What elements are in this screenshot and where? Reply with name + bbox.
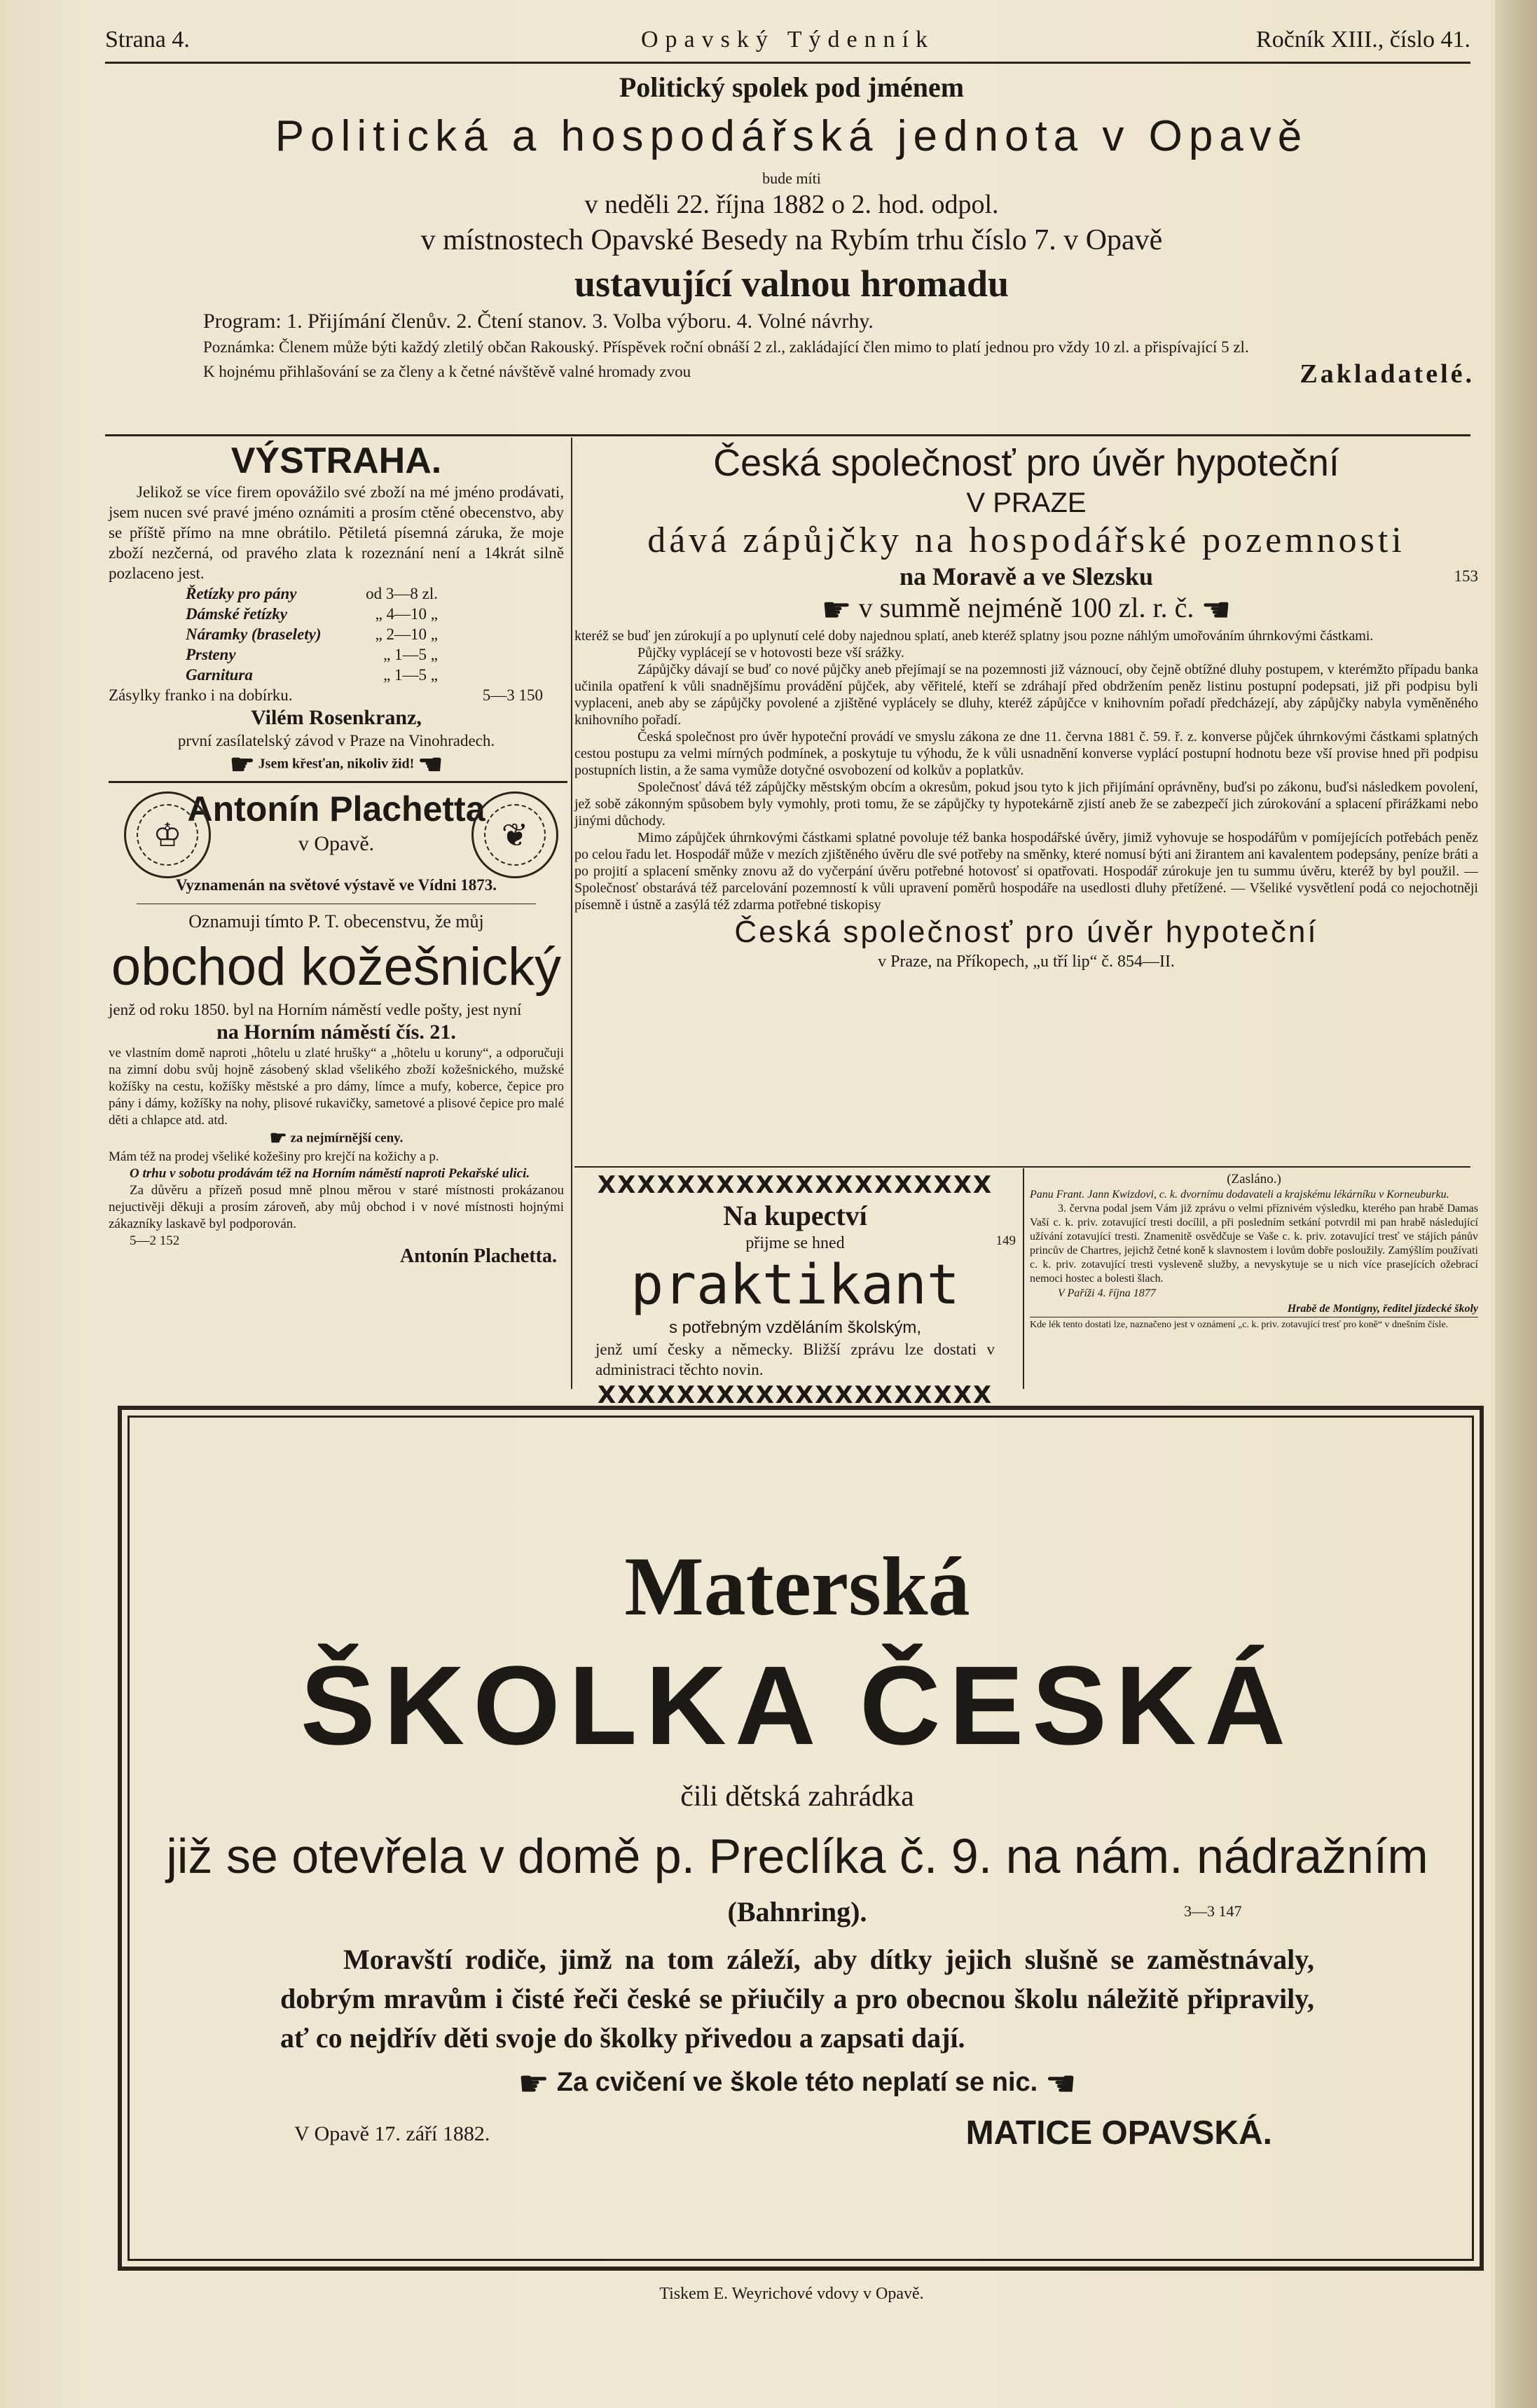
section-rule — [574, 1166, 1470, 1168]
pointing-hand-left-icon: ☚ — [1201, 591, 1232, 629]
shipping-line: Zásylky franko i na dobírku. 5—3 150 — [109, 686, 543, 704]
warning-motto: ☛ Jsem křesťan, nikoliv žid! ☚ — [229, 749, 443, 780]
price-item: Dámské řetízky „ 4—10 „ — [186, 605, 438, 623]
furrier-market: O trhu v sobotu prodávám též na Horním náměstí naproti Pekařské ulici. — [130, 1166, 530, 1181]
furrier-address: na Horním náměstí čís. 21. — [216, 1020, 456, 1044]
price-item: Garnitura „ 1—5 „ — [186, 666, 438, 684]
apprentice-title: Na kupectví — [723, 1200, 867, 1231]
meeting-date: v neděli 22. října 1882 o 2. hod. odpol. — [584, 190, 999, 219]
bank-city: V PRAZE — [966, 487, 1087, 518]
warning-ad — [109, 440, 564, 779]
bank-signature-address: v Praze, na Příkopech, „u tří lip“ č. 854—II. — [878, 952, 1175, 971]
apprentice-accept: přijme se hned — [745, 1234, 845, 1252]
section-rule — [105, 434, 1470, 436]
furrier-thanks: Za důvěru a přízeň posud mně plnou měrou v staré místnosti prokázanou nejuctivěji děkuji a prosím zároveň, aby můj obchod i v nové místnosti hojnými zákazníky laskavě byl podporován. — [109, 1183, 564, 1231]
warning-merchant-name: Vilém Rosenkranz, — [251, 706, 422, 729]
price-item: Prsteny „ 1—5 „ — [186, 646, 438, 663]
furrier-prices: ☛ za nejmírnější ceny. — [269, 1128, 404, 1149]
bank-paragraph: Půjčky vyplácejí se v hotovosti beze vší srážky. — [637, 644, 904, 660]
bank-paragraph: Společnosť dává též zápůjčky městským obcím a okresům, pokud jsou tyto k jich přijímání oprávněny, buďsi po zákonu, buďsi následkem povolení, jež sobě zákonným spůsobem byly vymohly, proti tomu, že se zápůjčky ty hypotekárně zjistí aneb že se zabezpečí jich zúrokování a splacení přirážkami nebo jinými důchody. — [574, 779, 1478, 829]
bank-paragraph: Zápůjčky dávají se buď co nové půjčky aneb přejímají se na pozemnosti již váznoucí, oby čejně obtížné dluhy postupem, v kterémžto případu banka učinila opatření k vůli snadnějšímu provádění půjček, aby věřitelé, kteří se zdráhají před obdržením peněz listinu postupní podepsati, již při podpisu byli vyplaceni, aneb aby se zápůjčky povolené a zjištěné vyplácely se dluhy, kteréž zápůjčce v knihovním pořadí předcházejí, aby zápůjčky nabyla vyměněného knihovního pořadí. — [574, 661, 1478, 728]
medal-icon: ❦ — [471, 791, 558, 878]
printer-imprint: Tiskem E. Weyrichové vdovy v Opavě. — [659, 2285, 924, 2303]
meeting-invite: K hojnému přihlašování se za členy a k četné návštěvě valné hromady zvou — [203, 363, 691, 380]
apprentice-ad — [574, 1171, 1016, 1411]
furrier-signature: Antonín Plachetta. — [400, 1245, 557, 1267]
bank-paragraph: Česká společnost pro úvěr hypoteční provádí ve smyslu zákona ze dne 11. června 1881 č. 59. ř. z. konverse půjček úhrnkovými částkami splatných cestou postupu za velmi mírných podmínek, a poskytuje tu výhodu, že k vůli usnadnění konverse vyplácí postupní hodnotu beze vší provise hned při podpisu postupních listin, a že sama vymůže dotyčné osvobození od kolkův a poplatkův. — [574, 728, 1478, 778]
section-rule — [109, 781, 567, 783]
furrier-name: Antonín Plachetta — [187, 789, 485, 829]
kindergarten-subtitle: čili dětská zahrádka — [680, 1780, 914, 1813]
meeting-place: v místnostech Opavské Besedy na Rybím trhu číslo 7. v Opavě — [420, 224, 1163, 256]
apprentice-code: 149 — [995, 1233, 1016, 1248]
page-number: Strana 4. — [105, 27, 190, 53]
bank-signature-title: Česká společnosť pro úvěr hypoteční — [734, 914, 1318, 949]
apprentice-body: jenž umí česky a německy. Bližší zprávu lze dostati v administraci těchto novin. — [595, 1341, 995, 1378]
warning-firm: první zasílatelský závod v Praze na Vinohradech. — [177, 732, 495, 749]
testimonial-body: 3. června podal jsem Vám již zprávu o velmi příznivém výsledku, kterého pan hrabě Damas Vaší c. k. priv. zotavující tresti docílil, a při posledním setkání potvrdil mi pan hrabě následující užívání zotavující tresti. Znamenitě osvědčuje se Vaše c. k. priv. zotavující tresť ve stájích pánův princův de Chartres, jejichž četné koně k slavnostem i lovům dobře posloužily. Zamýšlím používati c. k. priv. zotavující tresti vysleveně služby, a nevyskytuje se u nich více prasejících ožebrací nemoci hostec a bolesti šlach. — [1030, 1203, 1478, 1285]
furrier-intro: Oznamuji tímto P. T. obecenstvu, že můj — [188, 911, 484, 932]
price-item: Náramky (braselety) „ 2—10 „ — [186, 625, 438, 643]
column-divider — [571, 438, 572, 1389]
kindergarten-title: ŠKOLKA ČESKÁ — [300, 1642, 1295, 1768]
furrier-city: v Opavě. — [298, 832, 375, 855]
bank-region: na Moravě a ve Slezsku — [900, 562, 1153, 590]
meeting-organization: Politická a hospodářská jednota v Opavě — [275, 112, 1309, 160]
furrier-ad — [109, 786, 564, 1268]
warning-title: VÝSTRAHA. — [230, 441, 442, 481]
bank-offer: dává zápůjčky na hospodářské pozemnosti — [647, 520, 1405, 560]
apprentice-role: praktikant — [630, 1254, 960, 1317]
kindergarten-location: již se otevřela v domě p. Preclíka č. 9. na nám. nádražním — [166, 1829, 1428, 1883]
kindergarten-street: (Bahnring). — [727, 1896, 867, 1928]
bank-paragraph: kteréž se buď jen zúrokují a po uplynutí celé doby najednou splatí, aneb kteréž splatny jsou pozne náhlým umořováním úhrnkovými částkami. — [574, 628, 1374, 644]
pointing-hand-right-icon: ☛ — [821, 591, 852, 629]
ornament-border: XXXXXXXXXXXXXXXXXXXX — [597, 1171, 993, 1199]
testimonial-signature: Hrabě de Montigny, ředitel jízdecké školy — [1287, 1303, 1478, 1315]
bank-title: Česká společnosť pro úvěr hypoteční — [713, 442, 1339, 484]
apprentice-requirement: s potřebným vzděláním školským, — [668, 1318, 922, 1337]
furrier-body: ve vlastním domě naproti „hôtelu u zlaté hrušky“ a „hôtelu u koruny“, a odporučuji na zimní dobu svůj hojně zásobený sklad všelikého zboží kožešnického, mužské kožíšky na cestu, kožíšky městské a pro dámy, límce a mufy, koberce, čepice pro pány i dámy, kožíšky na nohy, plisové rukavičky, sametové a plisové čepice pro malé děti a chlapce atd. atd. — [109, 1046, 564, 1128]
price-list — [109, 583, 438, 685]
kindergarten-date: V Opavě 17. září 1882. — [294, 2122, 490, 2145]
header-rule — [105, 62, 1470, 64]
meeting-society-line: Politický spolek pod jménem — [619, 71, 965, 103]
furrier-since: jenž od roku 1850. byl na Horním náměstí vedle pošty, jest nyní — [109, 1001, 522, 1018]
pointing-hand-right-icon: ☛ — [269, 1128, 287, 1149]
testimonial-head: (Zasláno.) — [1227, 1172, 1281, 1186]
furrier-sale: Mám též na prodej všeliké kožešiny pro krejčí na kožichy a p. — [109, 1149, 439, 1164]
pointing-hand-left-icon: ☚ — [418, 749, 443, 780]
meeting-signature: Zakladatelé. — [1300, 359, 1475, 389]
medal-icon: ♔ — [124, 791, 211, 878]
kindergarten-body: Moravští rodiče, jimž na tom záleží, aby dítky jejich slušně se zaměstnávaly, dobrým mravům i čisté řeči české se přiučily a pro obecnou školu náležitě připravily, ať co nejdřív děti svoje do školky přivedou a zapsati dají. — [280, 1944, 1314, 2054]
kindergarten-free-line: ☛ Za cvičení ve škole této neplatí se nic. ☚ — [518, 2063, 1077, 2103]
kindergarten-code: 3—3 147 — [1184, 1902, 1242, 1920]
page-edge-shadow — [1495, 0, 1537, 2408]
volume-number: Ročník XIII., číslo 41. — [1256, 27, 1470, 53]
bank-code: 153 — [1454, 567, 1478, 585]
bank-amount-line: ☛ v summě nejméně 100 zl. r. č. ☚ — [821, 591, 1232, 629]
meeting-event: ustavující valnou hromadu — [574, 263, 1009, 305]
pointing-hand-right-icon: ☛ — [229, 749, 255, 780]
warning-body: Jelikož se více firem opovážilo své zboží na mé jméno prodávati, jsem nucen své pravé jméno oznámiti a prosím ctěné obecenstvo, aby se příště přímo na mne obrátilo. Pětiletá písemná záruka, že moje zboží nezčerná, od pravého zlata k rozeznání není a 14krát silně pozlaceno jest. — [109, 483, 564, 582]
kindergarten-ad — [133, 1422, 1461, 2163]
meeting-note: Poznámka: Členem může býti každý zletilý občan Rakouský. Příspěvek roční obnáší 2 zl., zakládající člen mimo to platí jednou pro vždy 10 zl. a přispívající 5 zl. — [203, 338, 1249, 356]
column-divider — [1023, 1168, 1024, 1389]
kindergarten-heading: Materská — [624, 1539, 970, 1633]
furrier-award: Vyznamenán na světové výstavě ve Vídni 1873. — [175, 876, 497, 894]
testimonial-footer: Kde lék tento dostati lze, naznačeno jest v oznámení „c. k. priv. zotavující tresť pro koně“ v dnešním čísle. — [1030, 1317, 1478, 1331]
testimonial-date: V Paříži 4. října 1877 — [1058, 1287, 1156, 1299]
testimonial — [1030, 1171, 1478, 1331]
meeting-program: Program: 1. Přijímání členův. 2. Čtení stanov. 3. Volba výboru. 4. Volné návrhy. — [203, 310, 874, 333]
meeting-notice — [105, 70, 1478, 387]
running-header — [105, 27, 1470, 62]
bank-ad — [574, 440, 1478, 972]
pointing-hand-left-icon: ☚ — [1045, 2063, 1077, 2103]
newspaper-title: Opavský Týdenník — [640, 27, 935, 53]
kindergarten-signature: MATICE OPAVSKÁ. — [965, 2115, 1272, 2152]
price-item: Řetízky pro pány od 3—8 zl. — [186, 585, 438, 602]
testimonial-recipient: Panu Frant. Jann Kwizdovi, c. k. dvornímu dodavateli a krajskému lékárníku v Korneuburku. — [1030, 1189, 1449, 1200]
furrier-code: 5—2 152 — [130, 1233, 180, 1248]
bank-paragraph: Mimo zápůjček úhrnkovými částkami splatné povoluje též banka hospodářské úvěry, jimiž vyhovuje se hospodářům v pomíjejících potřebách peněz po celou řadu let. Hospodář může v mezích zjištěného úvěru dle své potřeby na směnky, které nomusí býti ani žirantem ani kavalentem podepsány, peníze bráti a po projití a splacení směnky znovu až do vyčerpání úvěru potřebné hotovosť si opatřovati. Hospodář zúrokuje jen tu summu úvěru, kteréž by byl použil. — Společnosť obstarává též parcelování pozemností k vůli upravení poměrů hospodáře na usedlosti dluhy přetížené. — Všeliké vysvětlení podá co nejochotněji písemně i ústně a zasýlá též zdarma potřebné tiskopisy — [574, 829, 1478, 913]
pointing-hand-right-icon: ☛ — [518, 2063, 550, 2103]
furrier-trade: obchod kožešnický — [111, 937, 562, 997]
ornament-border: XXXXXXXXXXXXXXXXXXXX — [597, 1381, 993, 1409]
meeting-bude: bude míti — [762, 169, 821, 187]
